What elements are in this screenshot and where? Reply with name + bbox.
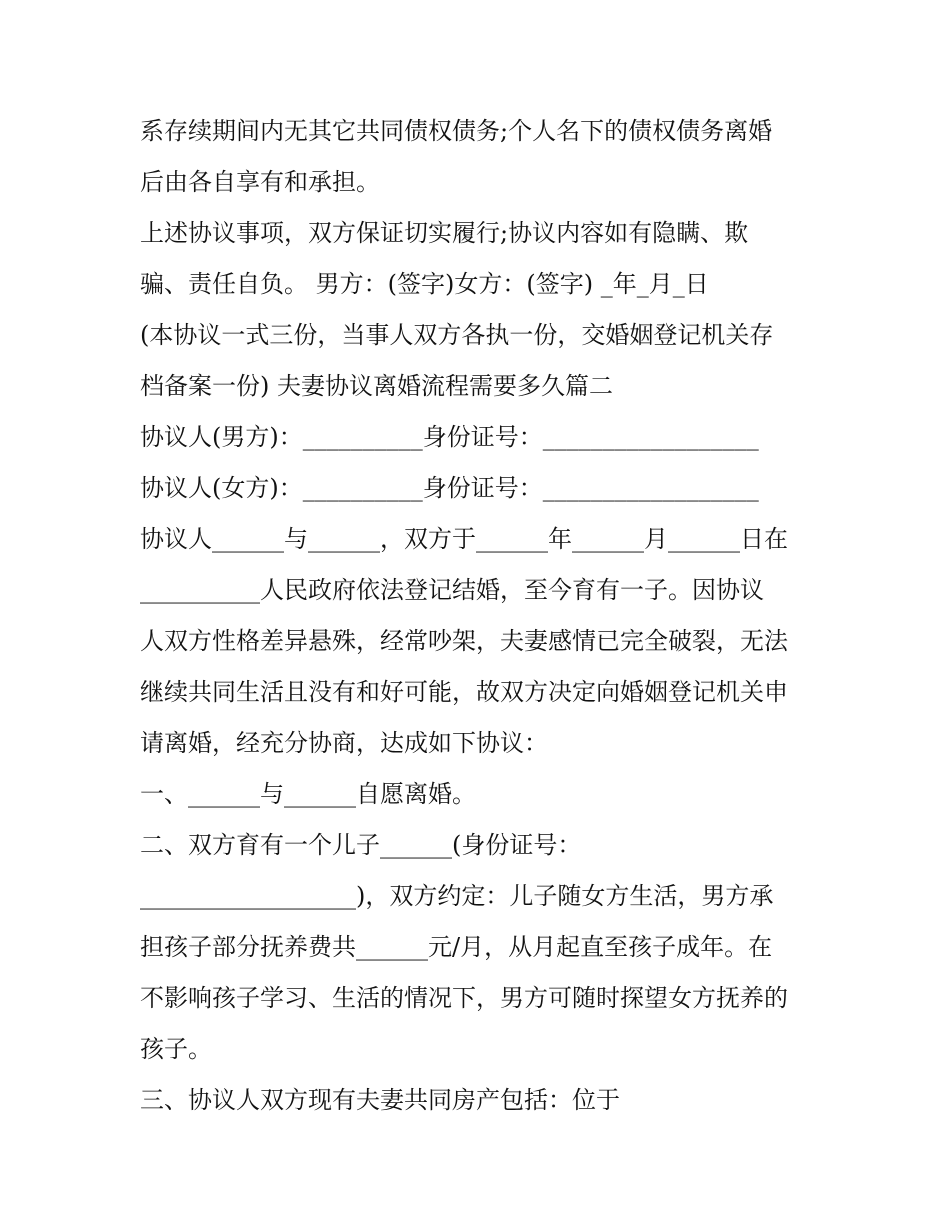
text-line-3: 上述协议事项，双方保证切实履行;协议内容如有隐瞒、欺 (140, 219, 749, 247)
text-line-13: 请离婚，经充分协商，达成如下协议： (140, 729, 548, 757)
text-line-16: __________________)，双方约定：儿子随女方生活，男方承 (140, 882, 774, 910)
text-line-2: 后由各自享有和承担。 (140, 168, 380, 196)
text-line-4: 骗、责任自负。 男方：(签字)女方：(签字) _年_月_日 (140, 270, 709, 298)
text-line-1: 系存续期间内无其它共同债权债务;个人名下的债权债务离婚 (140, 117, 773, 145)
text-line-8: 协议人(女方)：__________身份证号：__________________ (140, 474, 759, 502)
text-line-6: 档备案一份) 夫妻协议离婚流程需要多久篇二 (140, 372, 613, 400)
text-line-11: 人双方性格差异悬殊，经常吵架，夫妻感情已完全破裂，无法 (140, 627, 788, 655)
text-line-17: 担孩子部分抚养费共______元/月，从月起直至孩子成年。在 (140, 933, 773, 961)
text-line-10: __________人民政府依法登记结婚，至今育有一子。因协议 (140, 576, 764, 604)
text-line-15: 二、双方育有一个儿子______(身份证号： (140, 831, 582, 859)
text-line-12: 继续共同生活且没有和好可能，故双方决定向婚姻登记机关申 (140, 678, 788, 706)
text-line-9: 协议人______与______，双方于______年______月______日在 (140, 525, 788, 553)
text-line-5: (本协议一式三份，当事人双方各执一份，交婚姻登记机关存 (140, 321, 774, 349)
text-line-18: 不影响孩子学习、生活的情况下，男方可随时探望女方抚养的 (140, 984, 788, 1012)
document-body (140, 106, 830, 1126)
text-line-7: 协议人(男方)：__________身份证号：__________________ (140, 423, 759, 451)
text-line-19: 孩子。 (140, 1035, 212, 1063)
text-line-14: 一、______与______自愿离婚。 (140, 780, 476, 808)
text-line-20: 三、协议人双方现有夫妻共同房产包括：位于 (140, 1086, 620, 1114)
